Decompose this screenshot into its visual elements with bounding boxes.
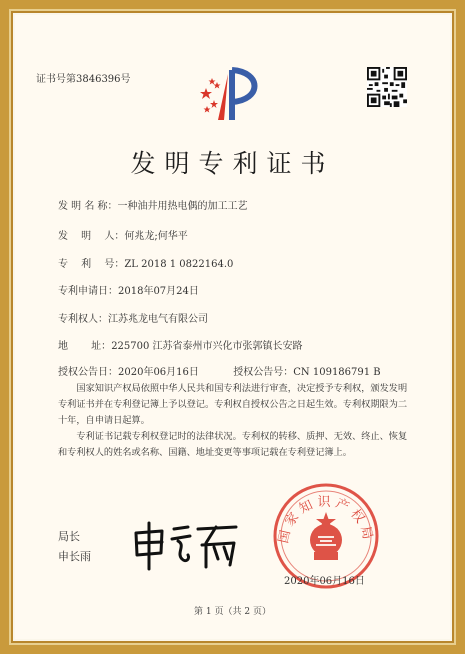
page-footer: 第 1 页（共 2 页） (194, 607, 271, 617)
filing-date-label: 专利申请日： (58, 286, 118, 297)
address-row (58, 337, 303, 352)
address-value: 225700 江苏省泰州市兴化市张郭镇长安路 (111, 341, 303, 352)
signer-name: 申长雨 (58, 550, 91, 563)
certificate-number: 证书号第3846396号 (36, 74, 131, 85)
legal-status-paragraph: 专利证书记载专利权登记时的法律状况。专利权的转移、质押、无效、终止、恢复和专利权人的姓名或名称、国籍、地址变更等事项记载在专利登记簿上。 (58, 431, 408, 458)
grant-statement-paragraph: 国家知识产权局依照中华人民共和国专利法进行审查，决定授予专利权，颁发发明专利证书并在专利登记簿上予以登记。专利权自授权公告之日起生效。专利权期限为二十年，自申请日起算。 (58, 383, 408, 426)
grant-date-value: 2020年06月16日 (118, 367, 199, 378)
qr-code (367, 67, 407, 107)
cnipa-logo (198, 66, 266, 124)
patent-holder-label: 专利权人： (58, 314, 108, 325)
filing-date-value: 2018年07月24日 (118, 286, 199, 297)
address-label: 地 址： (58, 341, 112, 352)
invention-name-label: 发 明 名 称： (58, 201, 118, 212)
patent-number-label: 专 利 号： (58, 259, 125, 270)
grant-date-label: 授权公告日： (58, 367, 118, 378)
filing-date-row (58, 282, 199, 297)
inventor-row (58, 227, 188, 242)
invention-name-value: 一种油井用热电偶的加工工艺 (117, 201, 248, 212)
seal-text: 国家知识产权局 (276, 495, 376, 545)
handwritten-signature (132, 519, 242, 571)
patent-number-row (58, 255, 233, 270)
grant-number-value: CN 109186791 B (293, 367, 381, 378)
signer-title: 局长 (58, 530, 80, 543)
inventor-value: 何兆龙;何华平 (124, 231, 188, 242)
patent-number-value: ZL 2018 1 0822164.0 (124, 259, 234, 270)
issue-date: 2020年06月16日 (284, 576, 365, 587)
grant-number-label: 授权公告号： (233, 367, 294, 378)
patent-holder-row (58, 310, 208, 325)
certificate-title: 发明专利证书 (130, 149, 335, 178)
inventor-label: 发 明 人： (58, 231, 125, 242)
patent-holder-value: 江苏兆龙电气有限公司 (108, 314, 208, 325)
grant-row (58, 363, 381, 378)
invention-name-row (58, 197, 248, 212)
